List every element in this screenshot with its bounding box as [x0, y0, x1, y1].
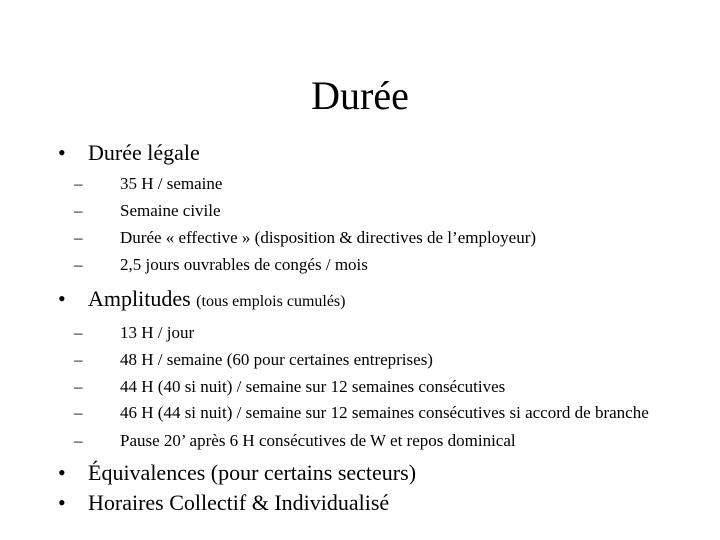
dash-marker: – [74, 201, 83, 220]
sub-item [56, 251, 696, 278]
bullet-marker: • [58, 490, 66, 515]
bullet-marker: • [58, 460, 66, 485]
bullet-horaires [56, 488, 696, 518]
sub-item-text: 48 H / semaine (60 pour certaines entreprises) [120, 350, 433, 369]
dash-marker: – [74, 174, 83, 193]
sub-item-text: 44 H (40 si nuit) / semaine sur 12 semaines consécutives [120, 377, 506, 396]
sub-list-amplitudes [56, 319, 696, 454]
sub-item-text: Semaine civile [120, 201, 221, 220]
sub-item [56, 403, 696, 423]
dash-marker: – [74, 350, 83, 369]
dash-marker: – [74, 323, 83, 342]
bullet-label: Équivalences (pour certains secteurs) [88, 460, 417, 485]
sub-item [56, 170, 696, 197]
dash-marker: – [74, 431, 83, 450]
dash-marker: – [74, 255, 83, 274]
sub-item-text: 13 H / jour [120, 323, 195, 342]
bullet-duree-legale [56, 138, 696, 168]
dash-marker: – [74, 377, 83, 396]
sub-item-text: 35 H / semaine [120, 174, 223, 193]
sub-item [56, 197, 696, 224]
bullet-equivalences [56, 458, 696, 488]
bullet-label: Horaires Collectif & Individualisé [88, 490, 390, 515]
sub-item [56, 319, 696, 346]
slide-content [56, 138, 696, 518]
dash-marker: – [74, 228, 83, 247]
sub-item [56, 373, 696, 400]
sub-item [56, 427, 696, 454]
bullet-amplitudes [56, 284, 696, 317]
bullet-marker: • [58, 286, 66, 311]
sub-item-text: Pause 20’ après 6 H consécutives de W et repos dominical [120, 431, 516, 450]
slide-title: Durée [311, 73, 409, 118]
sub-item-text: 2,5 jours ouvrables de congés / mois [120, 255, 368, 274]
bullet-label-note: (tous emplois cumulés) [196, 293, 346, 310]
sub-item [56, 224, 696, 251]
bullet-label: Durée légale [88, 140, 200, 165]
sub-item-text: 46 H (44 si nuit) / semaine sur 12 semaines consécutives si accord de branche [120, 403, 649, 422]
bullet-label: Amplitudes [88, 286, 191, 311]
sub-item [56, 346, 696, 373]
sub-item-text: Durée « effective » (disposition & directives de l’employeur) [120, 228, 537, 247]
bullet-marker: • [58, 140, 66, 165]
dash-marker: – [74, 403, 83, 422]
sub-list-duree-legale [56, 170, 696, 278]
